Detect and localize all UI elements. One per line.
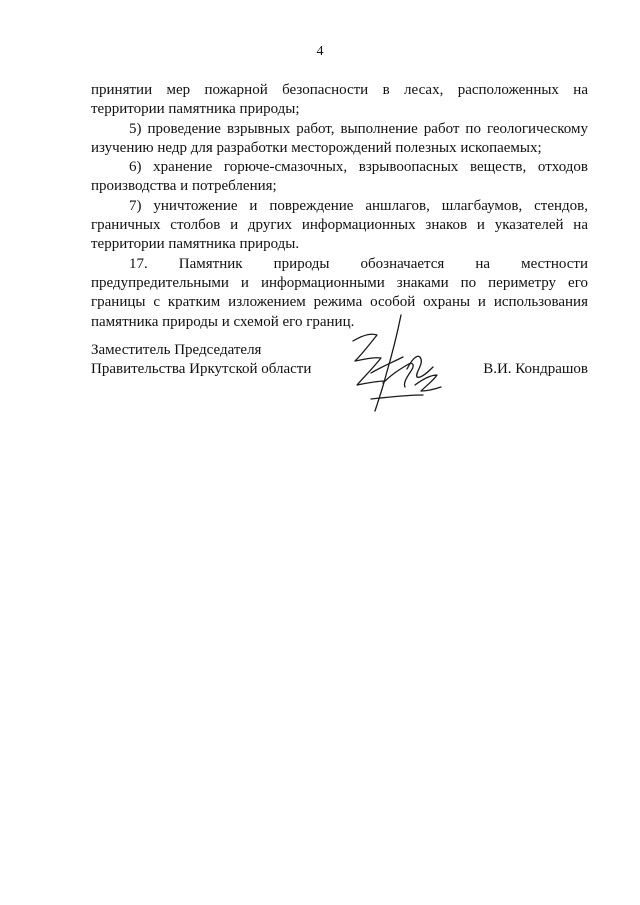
signatory-title-line2: Правительства Иркутской области [91, 361, 312, 378]
signatory-name: В.И. Кондрашов [483, 361, 588, 378]
paragraph-item-7: 7) уничтожение и повреждение аншлагов, шлагбаумов, стендов, граничных столбов и других информационных знаков и указателей на территории памятника природы. [91, 197, 588, 253]
page-number: 4 [316, 44, 324, 59]
paragraph-item-5: 5) проведение взрывных работ, выполнение работ по геологическому изучению недр для разработки месторождений полезных ископаемых; [91, 120, 588, 156]
signature-block [91, 341, 588, 431]
signatory-title [91, 341, 311, 380]
signatory-title-line1: Заместитель Председателя [91, 342, 262, 358]
paragraph-item-6: 6) хранение горюче-смазочных, взрывоопасных веществ, отходов производства и потребления; [91, 159, 588, 195]
paragraph-item-17: 17. Памятник природы обозначается на местности предупредительными и информационными знаками по периметру его границы с кратким изложением режима особой охраны и использования памятника природы и схемой его границ. [91, 255, 588, 330]
handwritten-signature [341, 313, 451, 413]
document-body [91, 81, 588, 332]
paragraph-fire-safety: принятии мер пожарной безопасности в лесах, расположенных на территории памятника природы; [91, 82, 588, 118]
